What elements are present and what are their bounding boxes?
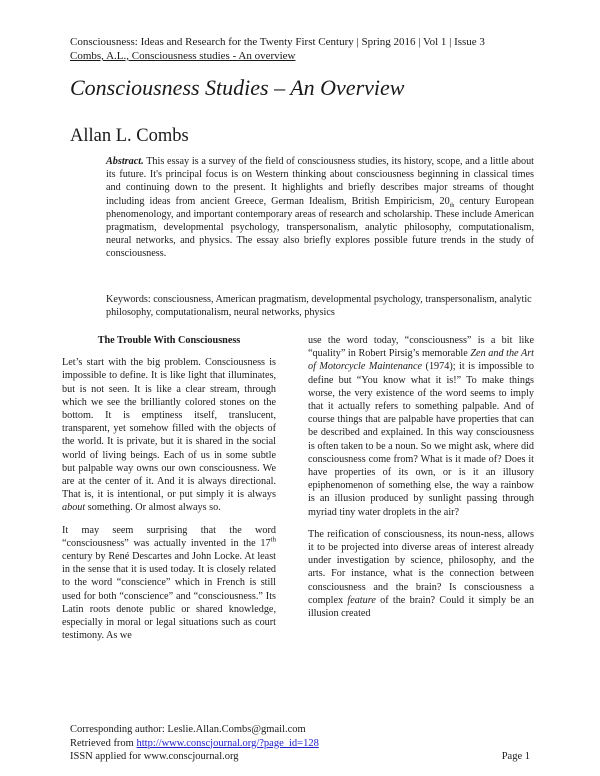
left-paragraph-1	[62, 356, 276, 514]
left-p1-text: Let’s start with the big problem. Consciousness is impossible to define. It is like light that illuminates, but is not seen. It is like a clear stream, through which we see the brilliantly colored stones on the bottom. It is emptiness itself, translucent, transparent, yet somehow filled with the objects of the world. It is private, but it is shared in the social world of living beings. Each of us in some subtle but palpable way owns our own consciousness. We are at the center of it. And it is always directional. That is, it is intentional, or put simply it is always	[62, 357, 276, 501]
abstract-text-b: century European phenomenology, and important contemporary areas of research and scholarship. These include American pragmatism, developmental psychology, transpersonalism, analytic philosophy, computationalism, neural networks, and physics. The essay also briefly explores possible future trends in the study of consciousness.	[106, 195, 534, 260]
right-p2-text: The reification of consciousness, its noun-ness, allows it to be projected into diverse areas of interest already under investigation by science, philosophy, and the arts. For instance, what is the connection between consciousness and the brain? Is consciousness a complex	[308, 528, 534, 606]
right-p1-book-title: Zen and the Art of Motorcycle Maintenance	[308, 348, 535, 373]
left-column	[62, 334, 276, 651]
right-p1-text: use the word today, “consciousness” is a bit like “quality” in Robert Pirsig’s memorable	[308, 335, 534, 360]
footer	[70, 723, 530, 764]
right-paragraph-2	[308, 528, 534, 620]
retrieved-link[interactable]: http://www.conscjournal.org/?page_id=128	[136, 737, 319, 749]
issn-line: ISSN applied for www.conscjournal.org	[70, 751, 239, 762]
left-p2-th: th	[270, 535, 276, 544]
abstract-text-a: This essay is a survey of the field of consciousness studies, its history, scope, and a little about its future. It's principal focus is on Western thinking about consciousness beginning in classical times and continuing down to the present. It highlights and briefly describes major streams of thought including ideas from ancient Greece, German Idealism, British Empiricism, 20	[106, 156, 534, 207]
left-p1-text-end: something. Or almost always so.	[85, 502, 221, 514]
left-paragraph-2	[62, 524, 276, 643]
retrieved-label: Retrieved from	[70, 737, 137, 749]
corresponding-author: Corresponding author: Leslie.Allan.Combs@gmail.com	[70, 724, 306, 735]
author-name: Allan L. Combs	[70, 126, 189, 146]
section-heading: The Trouble With Consciousness	[97, 335, 241, 346]
left-p2-text: It may seem surprising that the word “consciousness” was actually invented in the 17	[62, 524, 276, 549]
page-number: Page 1	[501, 751, 530, 762]
left-p1-emphasis: about	[62, 502, 86, 514]
article-title: Consciousness Studies – An Overview	[70, 75, 405, 100]
abstract-th: th	[449, 202, 455, 209]
left-p2-text-end: century by René Descartes and John Locke. At least in the sense that it is used today. It is closely related to the word “conscience” which in French is still used for both “conscience” and “consciousness.” Its Latin roots denote public or shared knowledge, especially in moral or legal situations such as court testimony. As we	[62, 551, 276, 642]
citation-line[interactable]: Combs, A.L., Consciousness studies - An overview	[70, 50, 296, 62]
right-p2-emphasis: feature	[347, 594, 376, 606]
keywords: Keywords: consciousness, American pragmatism, developmental psychology, transpersonalism, analytic philosophy, computationalism, neural networks, physics	[106, 294, 532, 319]
abstract-label: Abstract.	[106, 156, 144, 167]
abstract	[106, 155, 534, 261]
retrieved-line	[70, 737, 530, 751]
right-column	[308, 334, 534, 629]
right-p2-text-end: of the brain? Could it simply be an illusion created	[308, 594, 534, 620]
journal-line: Consciousness: Ideas and Research for the Twenty First Century | Spring 2016 | Vol 1 | Issue 3	[70, 36, 485, 48]
right-p1-text-end: (1974); it is impossible to define but “You know what it is!” To make things worse, the very existence of the word seems to imply that it actually refers to something palpable. And of course things that are palpable have properties that can be described and explained. In this way consciousness is often taken to be a noun. So we might ask, where did consciousness come from? What is it made of? Does it have properties of its own, or is it an illusory epiphenomenon of something else, the way a rainbow is an illusion produced by sunlight passing through myriad tiny water droplets in the air?	[308, 361, 534, 518]
right-paragraph-1	[308, 334, 534, 519]
running-header	[70, 35, 485, 63]
